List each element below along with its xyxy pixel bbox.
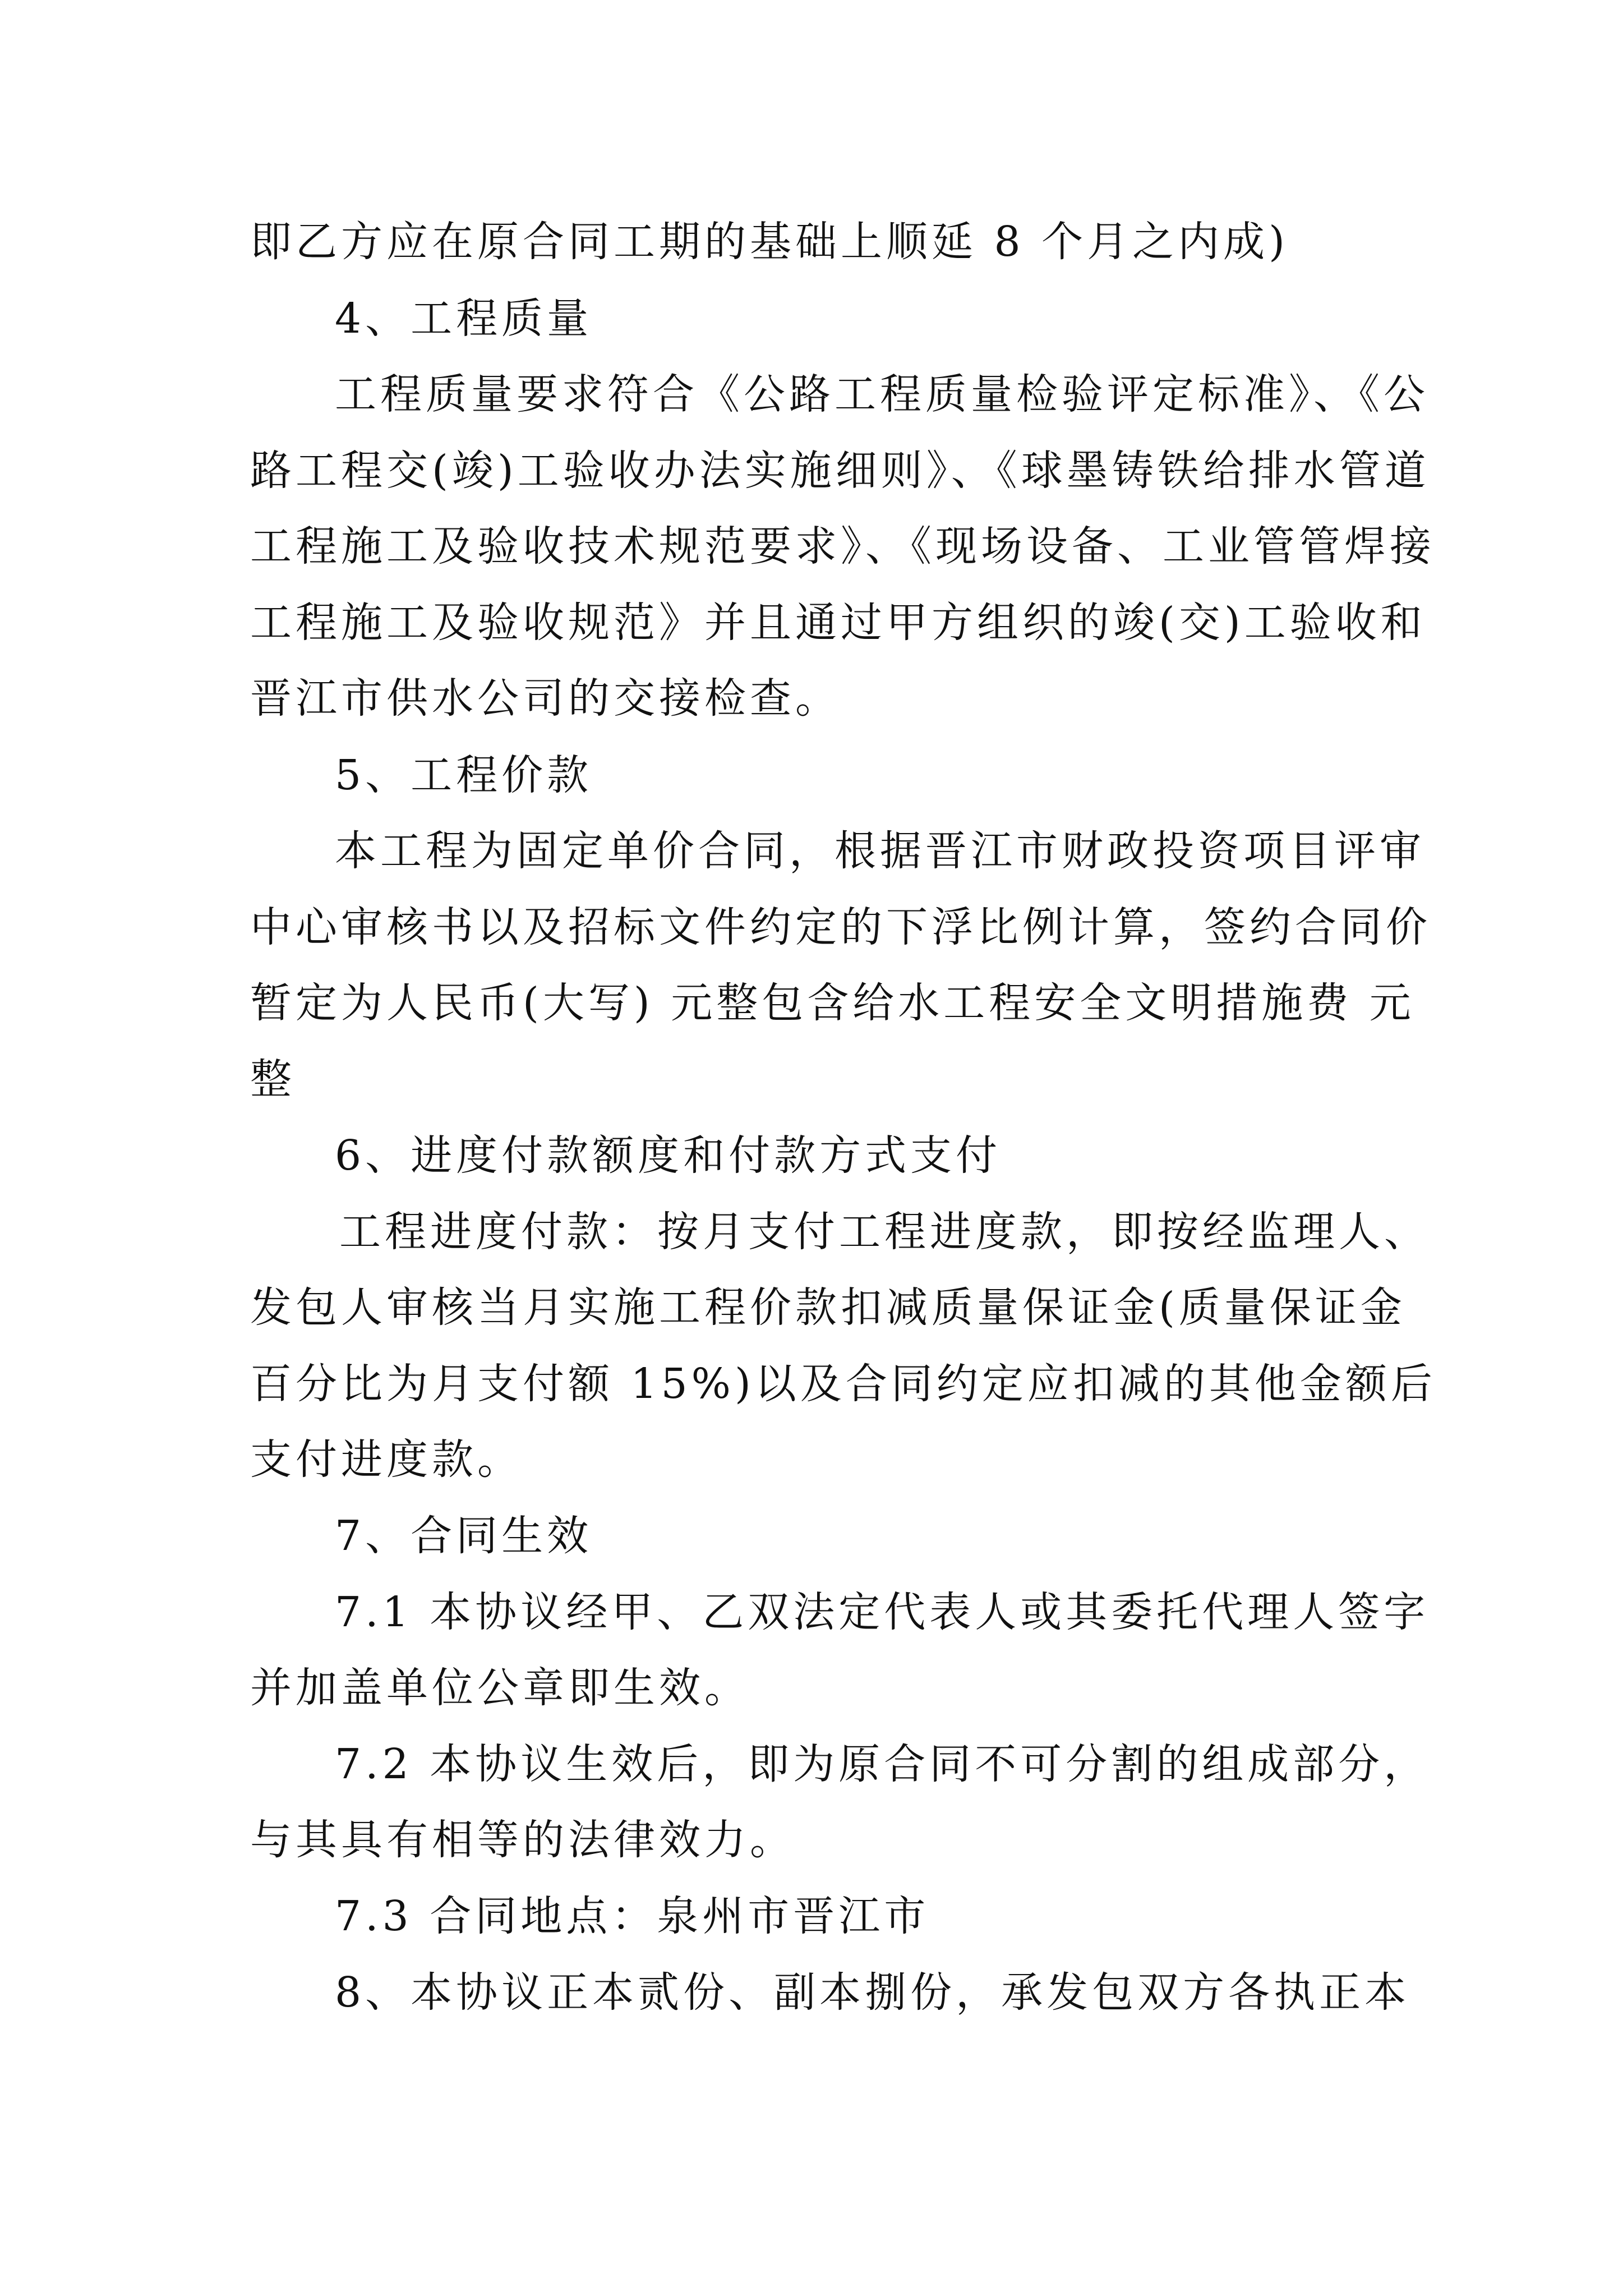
paragraph-line: 工程进度付款：按月支付工程进度款，即按经监理人、 xyxy=(339,1208,1430,1256)
paragraph-line: 7.2 本协议生效后，即为原合同不可分割的组成部分， xyxy=(335,1740,1430,1788)
paragraph-line: 整 xyxy=(250,1055,296,1103)
paragraph-line: 工程施工及验收技术规范要求》、《现场设备、工业管管焊接 xyxy=(250,522,1435,570)
section-heading-price: 5、工程价款 xyxy=(335,751,593,799)
paragraph-line: 工程施工及验收规范》并且通过甲方组织的竣(交)工验收和 xyxy=(250,599,1426,647)
paragraph-line: 本工程为固定单价合同，根据晋江市财政投资项目评审 xyxy=(335,827,1425,875)
paragraph-line: 7.3 合同地点：泉州市晋江市 xyxy=(335,1892,930,1940)
paragraph-line: 百分比为月支付额 15%)以及合同约定应扣减的其他金额后 xyxy=(250,1360,1436,1408)
paragraph-line: 支付进度款。 xyxy=(250,1435,523,1484)
paragraph-line: 暂定为人民币(大写) 元整包含给水工程安全文明措施费 元 xyxy=(250,979,1415,1027)
paragraph-line: 中心审核书以及招标文件约定的下浮比例计算，签约合同价 xyxy=(250,903,1431,951)
paragraph-line: 工程质量要求符合《公路工程质量检验评定标准》、《公 xyxy=(335,370,1429,418)
paragraph-line: 晋江市供水公司的交接检查。 xyxy=(250,674,841,723)
paragraph-line: 7.1 本协议经甲、乙双法定代表人或其委托代理人签字 xyxy=(335,1588,1430,1636)
paragraph-line: 并加盖单位公章即生效。 xyxy=(250,1664,750,1712)
section-heading-payment: 6、进度付款额度和付款方式支付 xyxy=(335,1131,1002,1180)
paragraph-line: 8、本协议正本贰份、副本捌份，承发包双方各执正本 xyxy=(335,1968,1410,2017)
section-heading-effect: 7、合同生效 xyxy=(335,1512,593,1560)
section-heading-quality: 4、工程质量 xyxy=(335,295,593,343)
line-continuation: 即乙方应在原合同工期的基础上顺延 8 个月之内成) xyxy=(250,218,1289,266)
paragraph-line: 发包人审核当月实施工程价款扣减质量保证金(质量保证金 xyxy=(250,1283,1406,1332)
paragraph-line: 路工程交(竣)工验收办法实施细则》、《球墨铸铁给排水管道 xyxy=(250,447,1430,495)
paragraph-line: 与其具有相等的法律效力。 xyxy=(250,1816,795,1864)
